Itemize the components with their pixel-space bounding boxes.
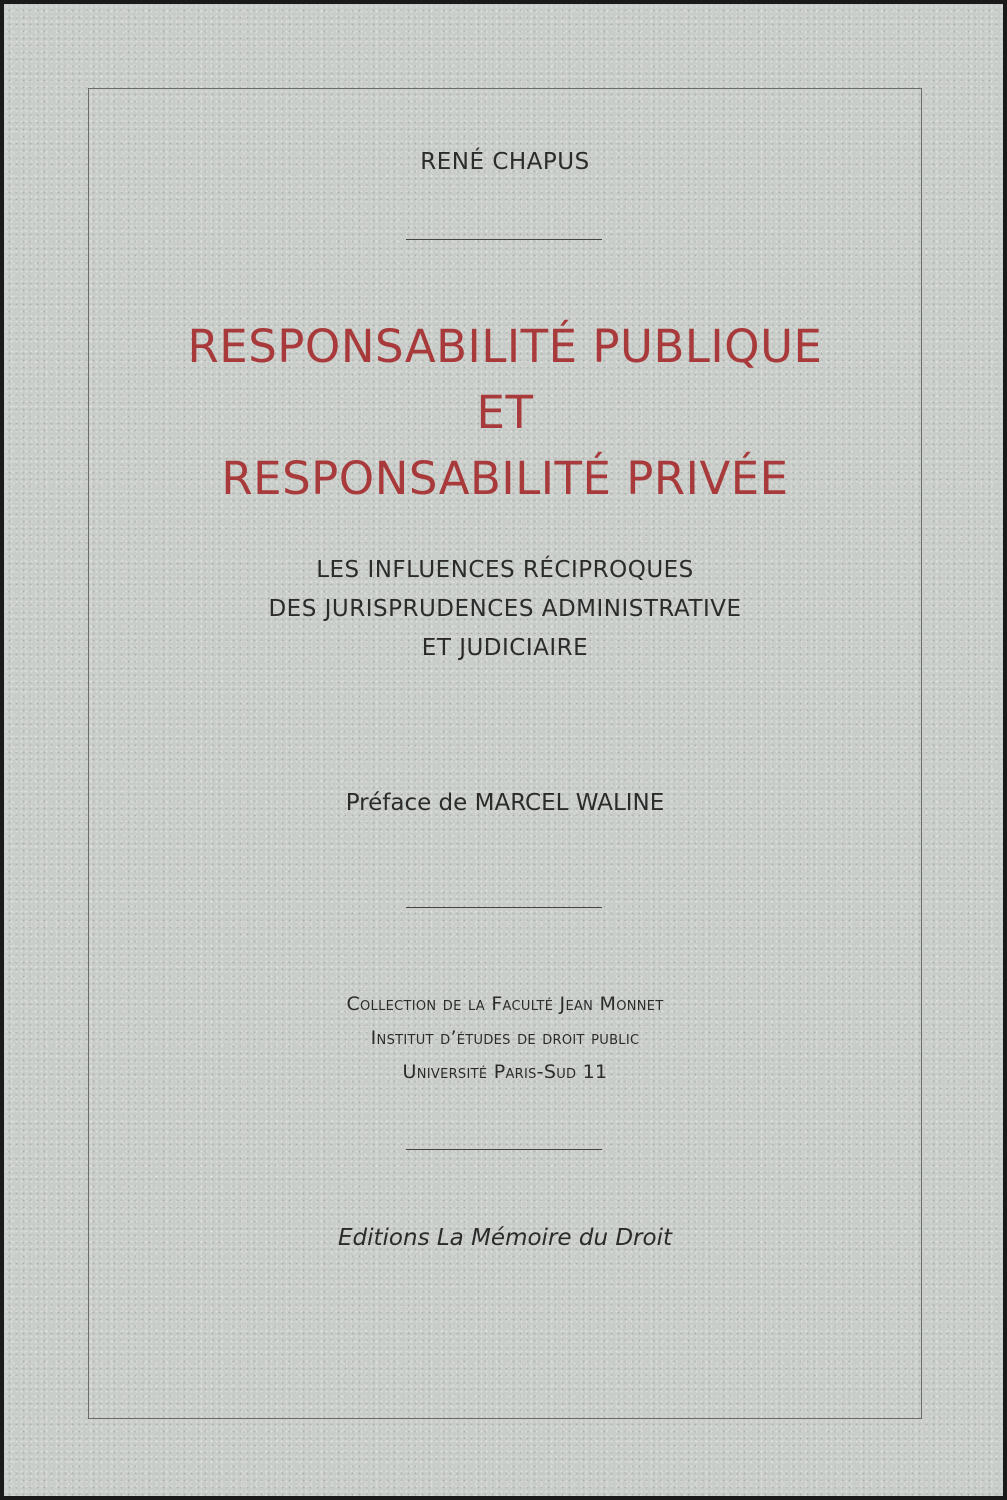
divider-middle	[406, 907, 602, 908]
preface-credit: Préface de MARCEL WALINE	[345, 790, 665, 816]
subtitle-line-2: DES JURISPRUDENCES ADMINISTRATIVE	[268, 596, 742, 622]
divider-top	[406, 239, 602, 240]
title-line-1: RESPONSABILITÉ PUBLIQUE	[187, 320, 823, 373]
author-name: RENÉ CHAPUS	[420, 149, 590, 175]
cover-frame-border	[88, 88, 922, 1419]
title-line-2: ET	[476, 386, 534, 439]
subtitle-line-1: LES INFLUENCES RÉCIPROQUES	[316, 557, 694, 583]
title-line-3: RESPONSABILITÉ PRIVÉE	[221, 452, 789, 505]
publisher-name: Editions La Mémoire du Droit	[337, 1225, 672, 1251]
divider-bottom	[406, 1149, 602, 1150]
collection-line-1: Collection de la Faculté Jean Monnet	[346, 993, 664, 1015]
subtitle-line-3: ET JUDICIAIRE	[421, 635, 589, 661]
collection-line-2: Institut d’études de droit public	[370, 1027, 640, 1049]
collection-line-3: Université Paris-Sud 11	[402, 1061, 608, 1083]
